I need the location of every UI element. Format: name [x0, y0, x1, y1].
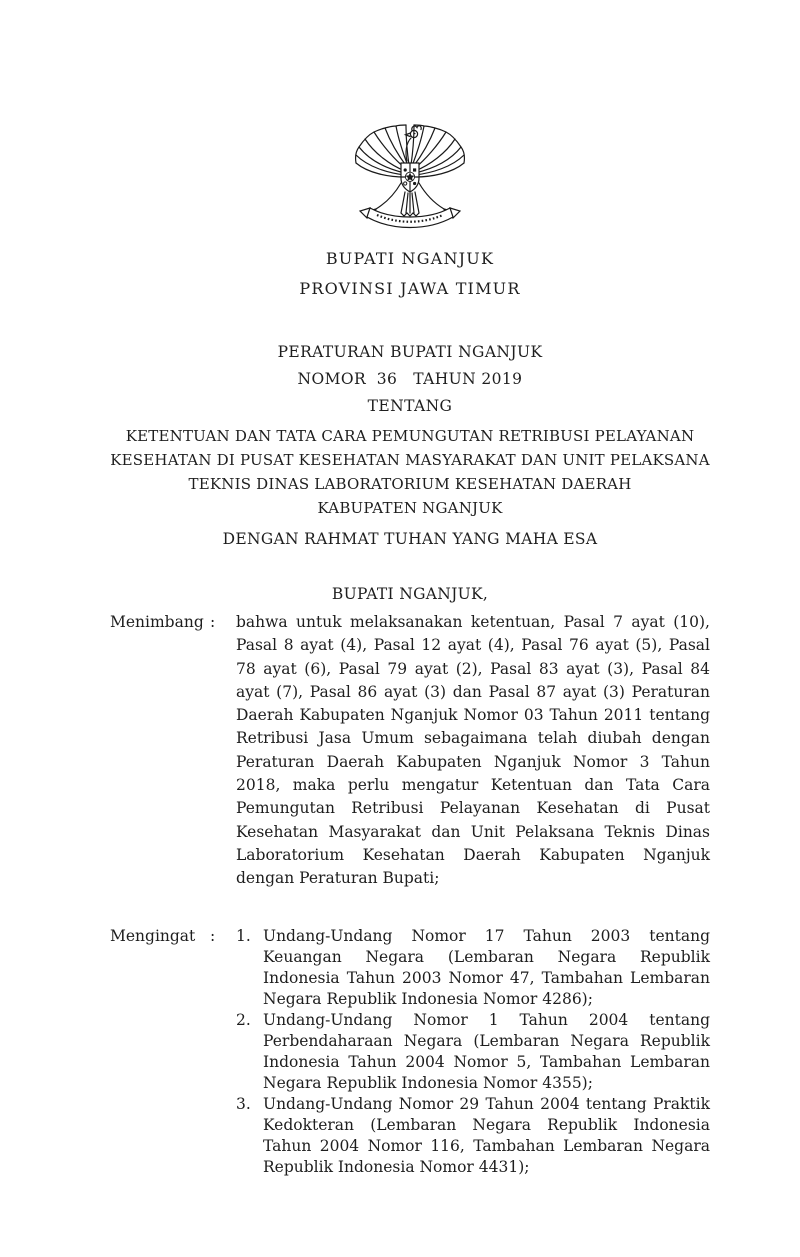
regulation-number: NOMOR 36 TAHUN 2019 — [297, 370, 523, 388]
institution-name: BUPATI NGANJUK — [325, 249, 495, 268]
menimbang-text: bahwa untuk melaksanakan ketentuan, Pasal 7 ayat (10), Pasal 8 ayat (4), Pasal 12 ayat (4), Pasal 76 ayat (5), Pasal 78 ayat (6), Pasal 79 ayat (2), Pasal 83 ayat (3), Pasal 84 ayat (7), Pasal 86 ayat (3) dan Pasal 87 ayat (3) Peraturan Daerah Kabupaten Nganjuk Nomor 03 Tahun 2011 tentang Retribusi Jasa Umum sebagaimana telah diubah dengan Peraturan Daerah Kabupaten Nganjuk Nomor 3 Tahun 2018, maka perlu mengatur Ketentuan dan Tata Cara Pemungutan Retribusi Pelayanan Kesehatan di Pusat Kesehatan Masyarakat dan Unit Pelaksana Teknis Dinas Laboratorium Kesehatan Daerah Kabupaten Nganjuk dengan Peraturan Bupati; — [236, 613, 710, 888]
province-name: PROVINSI JAWA TIMUR — [299, 279, 521, 298]
legal-basis-list — [236, 926, 710, 1178]
subject-title-line: KESEHATAN DI PUSAT KESEHATAN MASYARAKAT DAN UNIT PELAKSANA — [110, 451, 710, 469]
legal-basis-item-text: Undang-Undang Nomor 29 Tahun 2004 tentang Praktik Kedokteran (Lembaran Negara Republik Indonesia Tahun 2004 Nomor 116, Tambahan Lembaran Negara Republik Indonesia Nomor 4431); — [263, 1094, 710, 1176]
legal-basis-item-number: 2. — [236, 1010, 251, 1029]
subject-title-line: TEKNIS DINAS LABORATORIUM KESEHATAN DAERAH — [188, 475, 632, 493]
regulation-heading — [110, 339, 710, 420]
regulation-title: PERATURAN BUPATI NGANJUK — [277, 343, 543, 361]
legal-basis-item-number: 3. — [236, 1094, 251, 1113]
menimbang-colon: : — [210, 613, 216, 631]
legal-basis-item-number: 1. — [236, 926, 251, 945]
subject-title-line: KETENTUAN DAN TATA CARA PEMUNGUTAN RETRIBUSI PELAYANAN — [125, 427, 695, 445]
invocation-line: DENGAN RAHMAT TUHAN YANG MAHA ESA — [222, 530, 598, 548]
mengingat-colon: : — [210, 926, 216, 945]
subject-title-line: KABUPATEN NGANJUK — [317, 499, 503, 517]
legal-basis-item — [236, 926, 710, 1010]
subject-title — [110, 424, 710, 520]
mengingat-label: Mengingat — [110, 926, 196, 945]
menimbang-section — [110, 611, 710, 891]
garuda-pancasila-emblem-icon — [350, 123, 470, 235]
issuer-line: BUPATI NGANJUK, — [331, 585, 489, 603]
legal-basis-item-text: Undang-Undang Nomor 17 Tahun 2003 tentang Keuangan Negara (Lembaran Negara Republik Indonesia Tahun 2003 Nomor 47, Tambahan Lembaran Negara Republik Indonesia Nomor 4286); — [263, 926, 710, 1008]
menimbang-label: Menimbang — [110, 613, 204, 631]
regulation-about-label: TENTANG — [367, 397, 453, 415]
mengingat-section — [110, 926, 710, 1178]
legal-basis-item — [236, 1010, 710, 1094]
legal-basis-item — [236, 1094, 710, 1178]
legal-basis-item-text: Undang-Undang Nomor 1 Tahun 2004 tentang Perbendaharaan Negara (Lembaran Negara Republik Indonesia Tahun 2004 Nomor 5, Tambahan Lembaran Negara Republik Indonesia Nomor 4355); — [263, 1010, 710, 1092]
